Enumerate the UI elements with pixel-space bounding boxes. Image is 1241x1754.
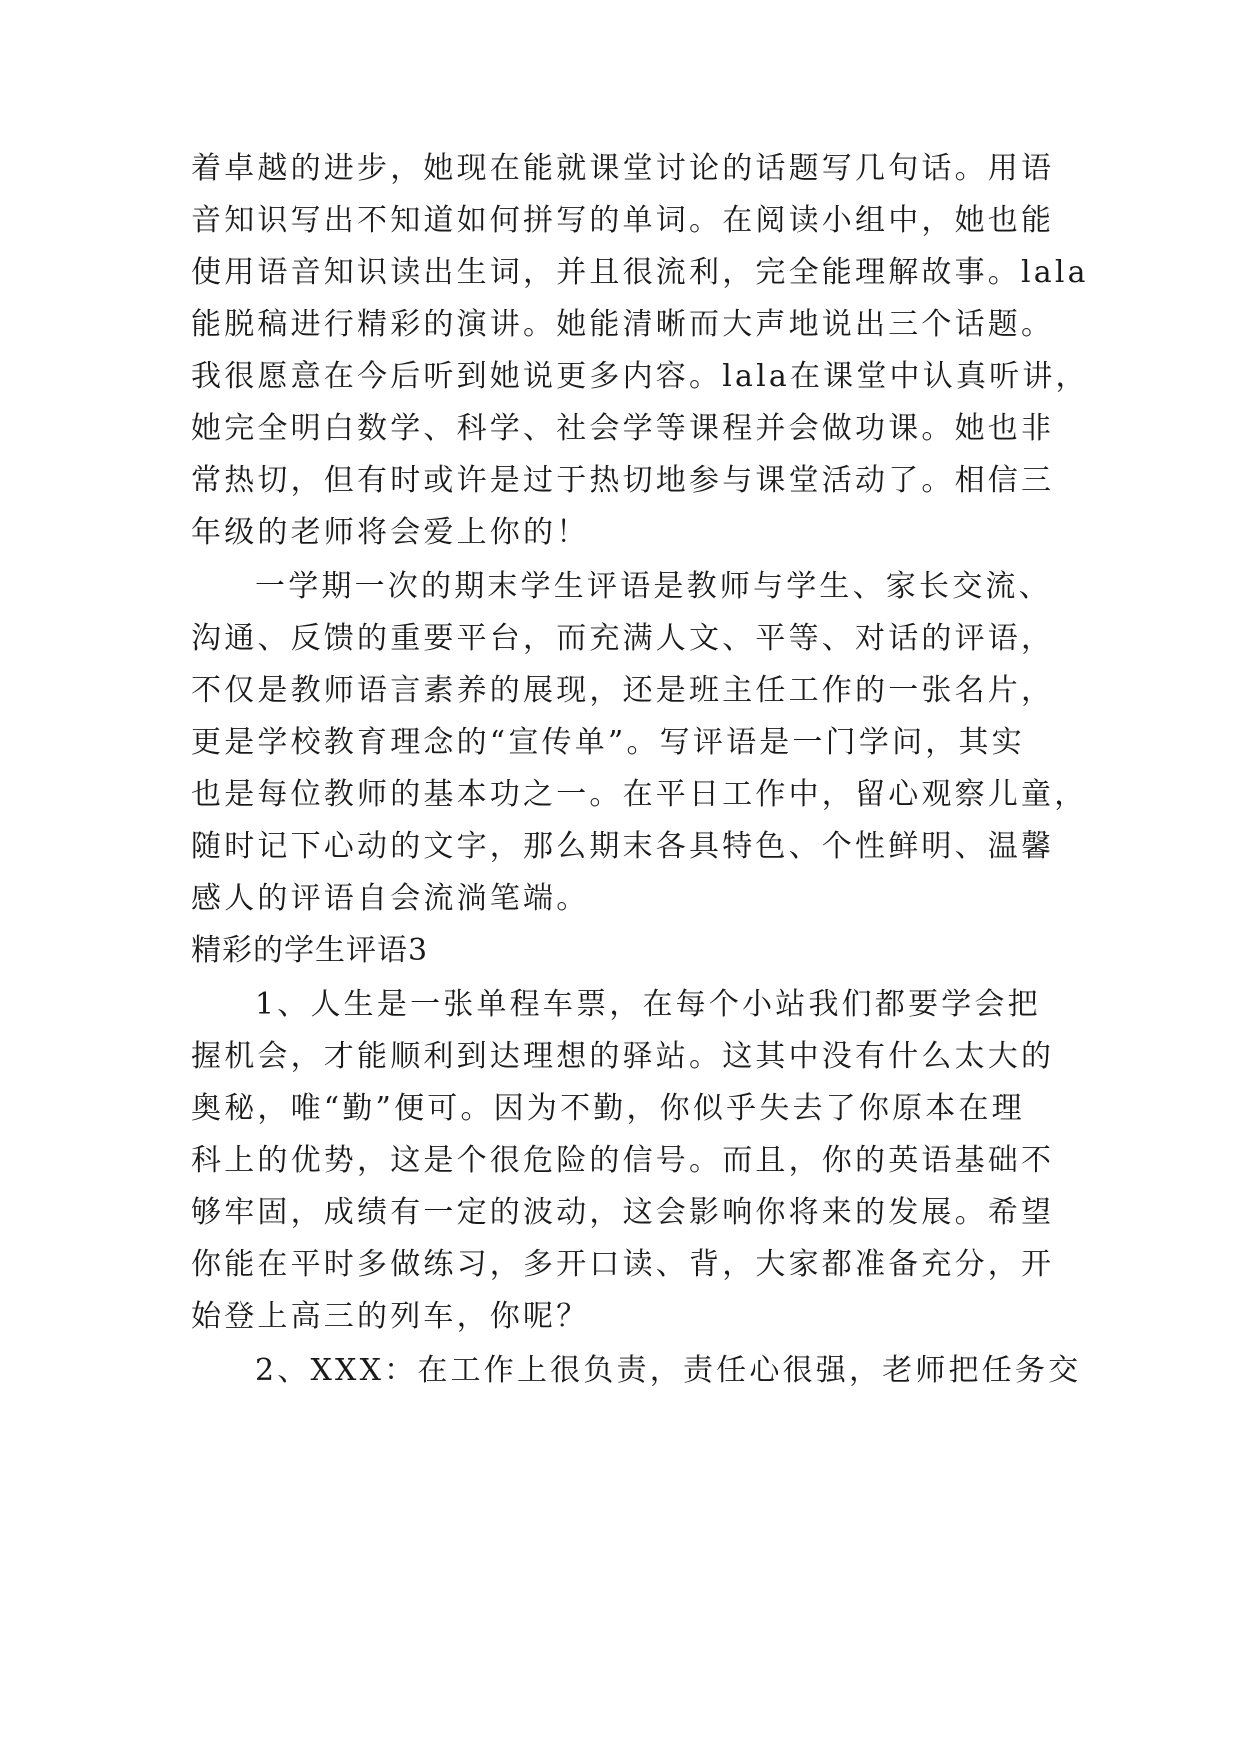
paragraph-line: 奥秘，唯“勤”便可。因为不勤，你似乎失去了你原本在理 bbox=[191, 1091, 1025, 1126]
paragraph-line: 使用语音知识读出生词，并且很流利，完全能理解故事。lala bbox=[191, 255, 1089, 290]
paragraph-line: 不仅是教师语言素养的展现，还是班主任工作的一张名片， bbox=[191, 673, 1055, 708]
paragraph-line: 你能在平时多做练习，多开口读、背，大家都准备充分，开 bbox=[191, 1247, 1055, 1282]
paragraph-first-line: 1、人生是一张单程车票，在每个小站我们都要学会把 bbox=[255, 987, 1041, 1022]
paragraph-line: 我很愿意在今后听到她说更多内容。lala在课堂中认真听讲， bbox=[191, 359, 1089, 394]
paragraph-line: 够牢固，成绩有一定的波动，这会影响你将来的发展。希望 bbox=[191, 1195, 1055, 1230]
paragraph-line: 她完全明白数学、科学、社会学等课程并会做功课。她也非 bbox=[191, 411, 1055, 446]
paragraph-line: 沟通、反馈的重要平台，而充满人文、平等、对话的评语， bbox=[191, 621, 1055, 656]
paragraph-line: 能脱稿进行精彩的演讲。她能清晰而大声地说出三个话题。 bbox=[191, 307, 1055, 342]
paragraph-line: 着卓越的进步，她现在能就课堂讨论的话题写几句话。用语 bbox=[191, 151, 1055, 186]
paragraph-line: 科上的优势，这是个很危险的信号。而且，你的英语基础不 bbox=[191, 1143, 1055, 1178]
paragraph-line: 常热切，但有时或许是过于热切地参与课堂活动了。相信三 bbox=[191, 463, 1055, 498]
paragraph-first-line: 一学期一次的期末学生评语是教师与学生、家长交流、 bbox=[255, 569, 1052, 604]
paragraph-line: 随时记下心动的文字，那么期末各具特色、个性鲜明、温馨 bbox=[191, 829, 1055, 864]
paragraph-line: 始登上高三的列车，你呢？ bbox=[191, 1299, 590, 1334]
paragraph-line: 更是学校教育理念的“宣传单”。写评语是一门学问，其实 bbox=[191, 725, 1025, 760]
paragraph-line: 年级的老师将会爱上你的！ bbox=[191, 515, 590, 550]
paragraph-first-line: 2、XXX：在工作上很负责，责任心很强，老师把任务交 bbox=[255, 1353, 1082, 1388]
paragraph-line: 音知识写出不知道如何拼写的单词。在阅读小组中，她也能 bbox=[191, 203, 1055, 238]
section-heading: 精彩的学生评语3 bbox=[191, 933, 429, 968]
paragraph-line: 感人的评语自会流淌笔端。 bbox=[191, 881, 590, 916]
paragraph-line: 握机会，才能顺利到达理想的驿站。这其中没有什么太大的 bbox=[191, 1039, 1055, 1074]
paragraph-line: 也是每位教师的基本功之一。在平日工作中，留心观察儿童， bbox=[191, 777, 1088, 812]
